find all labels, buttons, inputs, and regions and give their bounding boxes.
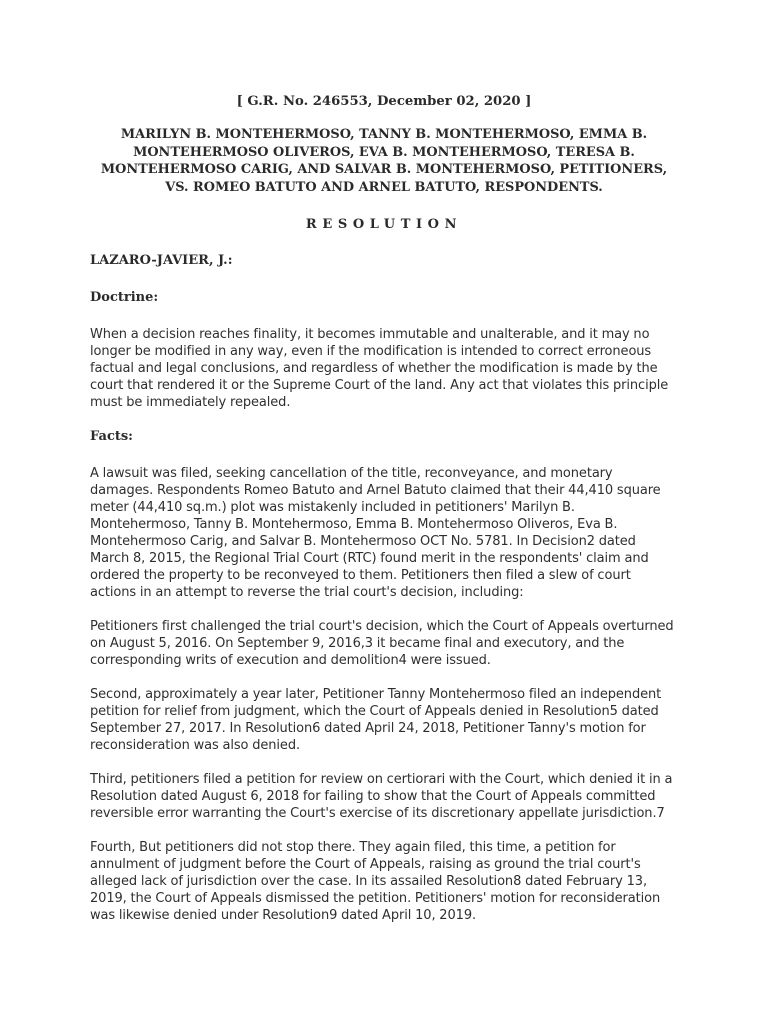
doctrine-heading: Doctrine:: [90, 290, 159, 306]
resolution-title: RESOLUTION: [305, 217, 463, 233]
facts-heading: Facts:: [90, 429, 133, 445]
facts-paragraph: Petitioners first challenged the trial court's decision, which the Court of Appeals overturned on August 5, 2016. On September 9, 2016,3 it became final and executory, and the corresponding writs of execution and demolition4 were issued.: [90, 619, 674, 669]
case-number-line: [ G.R. No. 246553, December 02, 2020 ]: [236, 94, 532, 109]
ponente-line: LAZARO-JAVIER, J.:: [90, 253, 233, 269]
doctrine-paragraph: When a decision reaches finality, it becomes immutable and unalterable, and it may no longer be modified in any way, even if the modification is intended to correct erroneous factual and legal conclusions, and regardless of whether the modification is made by the court that rendered it or the Supreme Court of the land. Any act that violates this principle must be immediately repealed.: [90, 327, 669, 411]
facts-paragraph: Third, petitioners filed a petition for review on certiorari with the Court, which denied it in a Resolution dated August 6, 2018 for failing to show that the Court of Appeals committed reversible error warranting the Court's exercise of its discretionary appellate jurisdiction.7: [90, 772, 673, 822]
facts-paragraph: Second, approximately a year later, Petitioner Tanny Montehermoso filed an independent petition for relief from judgment, which the Court of Appeals denied in Resolution5 dated September 27, 2017. In Resolution6 dated April 24, 2018, Petitioner Tanny's motion for reconsideration was also denied.: [90, 687, 662, 754]
facts-paragraph: A lawsuit was filed, seeking cancellation of the title, reconveyance, and monetary damages. Respondents Romeo Batuto and Arnel Batuto claimed that their 44,410 square meter (44,410 sq.m.) plot was mistakenly included in petitioners' Marilyn B. Montehermoso, Tanny B. Montehermoso, Emma B. Montehermoso Oliveros, Eva B. Montehermoso Carig, and Salvar B. Montehermoso OCT No. 5781. In Decision2 dated March 8, 2015, the Regional Trial Court (RTC) found merit in the respondents' claim and ordered the property to be reconveyed to them. Petitioners then filed a slew of court actions in an attempt to reverse the trial court's decision, including:: [90, 466, 661, 601]
facts-paragraph: Fourth, But petitioners did not stop there. They again filed, this time, a petition for annulment of judgment before the Court of Appeals, raising as ground the trial court's alleged lack of jurisdiction over the case. In its assailed Resolution8 dated February 13, 2019, the Court of Appeals dismissed the petition. Petitioners' motion for reconsideration was likewise denied under Resolution9 dated April 10, 2019.: [90, 840, 661, 924]
case-parties: MARILYN B. MONTEHERMOSO, TANNY B. MONTEHERMOSO, EMMA B. MONTEHERMOSO OLIVEROS, EVA B. MONTEHERMOSO, TERESA B. MONTEHERMOSO CARIG, AND SALVAR B. MONTEHERMOSO, PETITIONERS, VS. ROMEO BATUTO AND ARNEL BATUTO, RESPONDENTS.: [100, 127, 668, 195]
